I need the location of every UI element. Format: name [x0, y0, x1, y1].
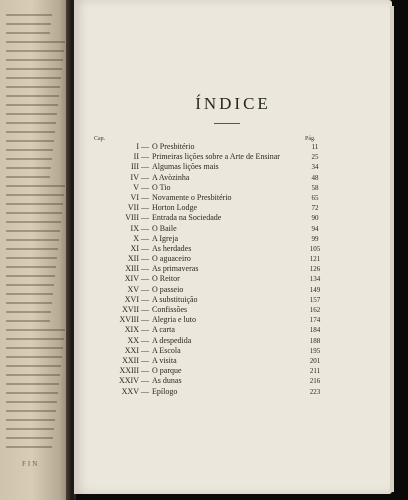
pag-header: Pág. [305, 136, 316, 142]
separator-dash: — [141, 386, 149, 396]
toc-entry [94, 366, 334, 376]
separator-dash: — [141, 172, 149, 182]
toc-entry [94, 203, 334, 213]
ghost-text-line [6, 14, 52, 16]
toc-entry [94, 356, 334, 366]
chapter-number: XIV [124, 274, 139, 284]
ghost-text-line [6, 374, 60, 376]
chapter-number: XXV [121, 386, 139, 396]
ghost-text-line [6, 356, 62, 358]
ghost-text-line [6, 131, 55, 133]
ghost-text-line [6, 392, 58, 394]
separator-dash: — [141, 315, 149, 325]
toc-entry [94, 244, 334, 254]
separator-dash: — [141, 152, 149, 162]
chapter-number: XV [127, 284, 139, 294]
chapter-number: XI [130, 243, 139, 253]
table-of-contents [94, 142, 334, 397]
separator-dash: — [141, 274, 149, 284]
ghost-text-line [6, 23, 51, 25]
ghost-text-line [6, 32, 50, 34]
ghost-text-line [6, 383, 59, 385]
chapter-title: A despedida [152, 335, 192, 345]
cap-header: Cap. [94, 136, 106, 142]
page-edge [390, 6, 394, 492]
ghost-text-line [6, 428, 54, 430]
chapter-page: 149 [309, 285, 321, 294]
chapter-title: A Escola [152, 345, 181, 355]
chapter-page: 94 [311, 224, 319, 233]
chapter-title: A visita [152, 355, 177, 365]
separator-dash: — [141, 192, 149, 202]
chapter-title: O aguaceiro [152, 254, 191, 264]
chapter-page: 121 [309, 255, 321, 264]
chapter-page: 105 [309, 244, 321, 253]
ghost-text-line [6, 284, 54, 286]
ghost-text-line [6, 320, 50, 322]
chapter-number: XVIII [119, 315, 139, 325]
chapter-number: XXII [122, 355, 139, 365]
ghost-text-line [6, 437, 53, 439]
separator-dash: — [141, 264, 149, 274]
chapter-number: III [131, 162, 139, 172]
chapter-number: VII [127, 203, 139, 213]
chapter-page: 126 [309, 265, 321, 274]
chapter-number: V [133, 182, 139, 192]
chapter-title: A substituição [152, 294, 198, 304]
toc-entry [94, 346, 334, 356]
separator-dash: — [141, 182, 149, 192]
chapter-title: O passeio [152, 284, 184, 294]
separator-dash: — [141, 366, 149, 376]
ghost-text-line [6, 419, 55, 421]
separator-dash: — [141, 162, 149, 172]
chapter-title: O parque [152, 366, 182, 376]
chapter-title: Primeiras lições sobre a Arte de Ensinar [152, 152, 280, 162]
separator-dash: — [141, 142, 149, 151]
separator-dash: — [141, 284, 149, 294]
chapter-number: XIX [124, 325, 139, 335]
separator-dash: — [141, 376, 149, 386]
ghost-text-line [6, 113, 57, 115]
ghost-text-line [6, 68, 62, 70]
chapter-number: I [136, 142, 139, 151]
chapter-number: VI [130, 192, 139, 202]
ghost-text-line [6, 275, 55, 277]
separator-dash: — [141, 213, 149, 223]
ghost-text-line [6, 41, 65, 43]
chapter-page: 174 [309, 316, 321, 325]
left-page-footer: FIN [22, 460, 40, 468]
ghost-text-line [6, 86, 60, 88]
chapter-page: 223 [309, 387, 321, 396]
chapter-page: 25 [311, 153, 319, 162]
chapter-page: 72 [311, 204, 319, 213]
ghost-text-line [6, 59, 63, 61]
chapter-number: XIII [125, 264, 139, 274]
ghost-text-line [6, 176, 50, 178]
ghost-text-line [6, 311, 51, 313]
ghost-text-line [6, 410, 56, 412]
chapter-page: 34 [311, 163, 319, 172]
ghost-text-line [6, 203, 63, 205]
ghost-text-line [6, 95, 59, 97]
chapter-number: IX [130, 223, 139, 233]
toc-entry [94, 173, 334, 183]
ghost-text-line [6, 167, 51, 169]
toc-entry [94, 264, 334, 274]
toc-entry [94, 325, 334, 335]
ghost-text-line [6, 149, 53, 151]
ghost-text-line [6, 158, 52, 160]
ghost-text-line [6, 221, 61, 223]
chapter-title: A Igreja [152, 233, 178, 243]
chapter-number: VIII [125, 213, 139, 223]
chapter-number: XXI [124, 345, 139, 355]
ghost-text-line [6, 266, 56, 268]
chapter-title: Confissões [152, 305, 188, 314]
ghost-text-line [6, 257, 57, 259]
chapter-title: A carta [152, 325, 175, 335]
toc-entry [94, 162, 334, 172]
ghost-text-line [6, 239, 59, 241]
chapter-title: Entrada na Sociedade [152, 213, 222, 223]
chapter-page: 157 [309, 295, 321, 304]
ghost-text-line [6, 293, 53, 295]
page-title: ÍNDICE [195, 94, 271, 113]
chapter-title: As primaveras [152, 264, 199, 274]
toc-entry [94, 193, 334, 203]
chapter-number: II [133, 152, 139, 162]
ghost-text-line [6, 50, 64, 52]
toc-entry [94, 305, 334, 315]
separator-dash: — [141, 223, 149, 233]
chapter-page: 65 [311, 193, 319, 202]
chapter-page: 90 [311, 214, 319, 223]
ghost-text-line [6, 212, 62, 214]
ghost-text-line [6, 104, 58, 106]
chapter-page: 99 [311, 234, 319, 243]
separator-dash: — [141, 233, 149, 243]
chapter-page: 216 [309, 377, 321, 386]
toc-entry [94, 295, 334, 305]
chapter-title: Novamente o Presbitério [152, 192, 232, 202]
chapter-title: O Reitor [152, 274, 180, 284]
chapter-title: Epílogo [152, 386, 178, 396]
chapter-number: XXIII [119, 366, 139, 376]
ghost-text-line [6, 140, 54, 142]
chapter-number: X [133, 233, 139, 243]
toc-entry [94, 142, 334, 152]
chapter-number: XX [127, 335, 139, 345]
chapter-number: XVI [124, 294, 139, 304]
toc-entry [94, 152, 334, 162]
toc-entry [94, 387, 334, 397]
ghost-text-line [6, 248, 58, 250]
ghost-text-line [6, 401, 57, 403]
title-rule [214, 123, 240, 124]
ghost-text-line [6, 230, 60, 232]
chapter-page: 211 [309, 367, 321, 376]
toc-entry [94, 285, 334, 295]
ghost-text-line [6, 329, 65, 331]
chapter-page: 58 [311, 183, 319, 192]
toc-entry [94, 183, 334, 193]
separator-dash: — [141, 243, 149, 253]
chapter-page: 48 [311, 173, 319, 182]
chapter-title: O Presbitério [152, 142, 195, 151]
ghost-text-line [6, 446, 52, 448]
chapter-page: 188 [309, 336, 321, 345]
toc-entry [94, 315, 334, 325]
separator-dash: — [141, 203, 149, 213]
chapter-page: 162 [309, 306, 321, 314]
ghost-text-line [6, 347, 63, 349]
toc-entry [94, 336, 334, 346]
chapter-page: 201 [309, 356, 321, 365]
chapter-title: Horton Lodge [152, 203, 198, 213]
chapter-page: 195 [309, 346, 321, 355]
chapter-title: O Baile [152, 223, 177, 233]
chapter-number: XVII [122, 305, 139, 314]
toc-entry [94, 274, 334, 284]
separator-dash: — [141, 305, 149, 314]
chapter-title: A Avòzinha [152, 172, 190, 182]
ghost-text-line [6, 194, 64, 196]
separator-dash: — [141, 325, 149, 335]
separator-dash: — [141, 335, 149, 345]
chapter-title: O Tio [152, 182, 171, 192]
chapter-number: IV [130, 172, 139, 182]
chapter-page: 11 [311, 143, 319, 151]
chapter-title: Alegria e luto [152, 315, 196, 325]
ghost-text-line [6, 302, 52, 304]
chapter-title: Algumas lições mais [152, 162, 219, 172]
toc-entry [94, 254, 334, 264]
toc-entry [94, 376, 334, 386]
chapter-number: XXIV [119, 376, 139, 386]
separator-dash: — [141, 355, 149, 365]
ghost-text-line [6, 185, 65, 187]
ghost-text-line [6, 77, 61, 79]
toc-entry [94, 224, 334, 234]
ghost-text-line [6, 365, 61, 367]
chapter-title: As dunas [152, 376, 182, 386]
separator-dash: — [141, 345, 149, 355]
ghost-text-line [6, 122, 56, 124]
left-page [0, 0, 70, 500]
chapter-title: As herdades [152, 243, 192, 253]
separator-dash: — [141, 294, 149, 304]
toc-entry [94, 234, 334, 244]
separator-dash: — [141, 254, 149, 264]
toc-entry [94, 213, 334, 223]
ghost-text-line [6, 338, 64, 340]
chapter-number: XII [127, 254, 139, 264]
chapter-page: 134 [309, 275, 321, 284]
chapter-page: 184 [309, 326, 321, 335]
